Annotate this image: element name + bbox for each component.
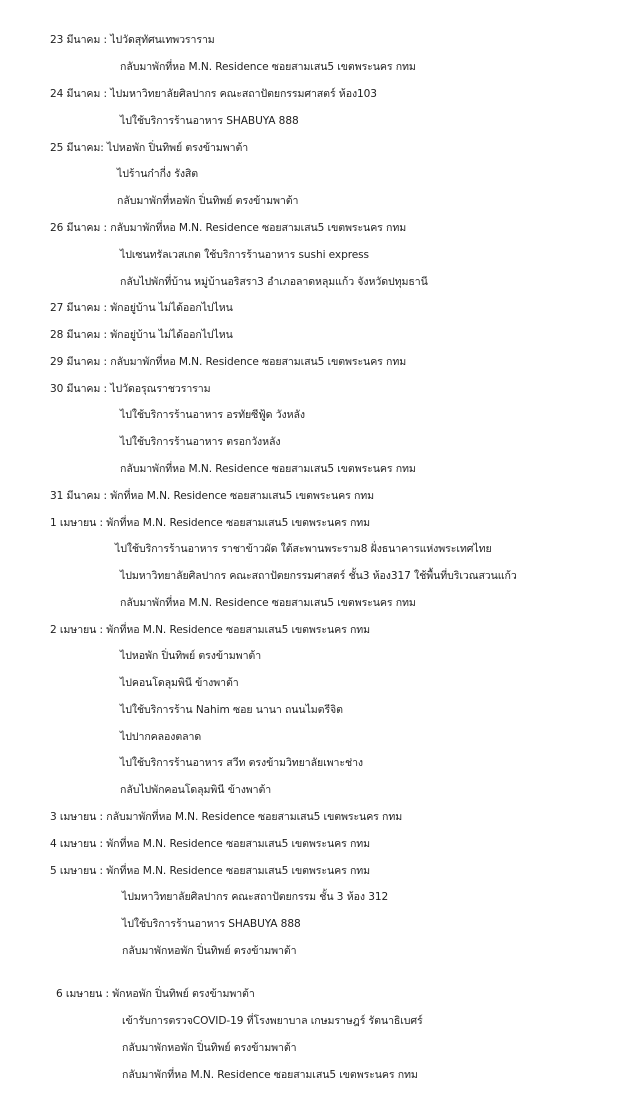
timeline-activity-line: ไปเซนทรัลเวสเกต ใช้บริการร้านอาหาร sushi express	[120, 249, 369, 261]
timeline-date-line: 29 มีนาคม : กลับมาพักที่หอ M.N. Residence ซอยสามเสน5 เขตพระนคร กทม	[50, 356, 407, 368]
timeline-date-line: 1 เมษายน : พักที่หอ M.N. Residence ซอยสามเสน5 เขตพระนคร กทม	[50, 517, 371, 529]
timeline-activity-line: กลับมาพักที่หอพัก ปิ่นทิพย์ ตรงข้ามพาต้า	[117, 195, 299, 207]
timeline-activity-line: ไปปากคลองตลาด	[120, 731, 202, 743]
timeline-activity-line: กลับมาพักที่หอ M.N. Residence ซอยสามเสน5 เขตพระนคร กทม	[122, 1069, 418, 1081]
timeline-date-line: 25 มีนาคม: ไปหอพัก ปิ่นทิพย์ ตรงข้ามพาต้า	[50, 142, 249, 154]
timeline-activity-line: ไปใช้บริการร้านอาหาร SHABUYA 888	[120, 115, 299, 127]
timeline-activity-line: กลับมาพักที่หอ M.N. Residence ซอยสามเสน5 เขตพระนคร กทม	[120, 597, 416, 609]
timeline-date-line: 23 มีนาคม : ไปวัดสุทัศนเทพวราราม	[50, 34, 215, 46]
timeline-activity-line: กลับมาพักหอพัก ปิ่นทิพย์ ตรงข้ามพาต้า	[122, 945, 297, 957]
timeline-date-line: 27 มีนาคม : พักอยู่บ้าน ไม่ได้ออกไปไหน	[50, 302, 233, 314]
timeline-activity-line: กลับมาพักที่หอ M.N. Residence ซอยสามเสน5 เขตพระนคร กทม	[120, 61, 416, 73]
timeline-activity-line: ไปใช้บริการร้านอาหาร ราชาข้าวผัด ใต้สะพานพระราม8 ฝั่งธนาคารแห่งพระเทศไทย	[115, 543, 492, 555]
timeline-date-line: 26 มีนาคม : กลับมาพักที่หอ M.N. Residence ซอยสามเสน5 เขตพระนคร กทม	[50, 222, 407, 234]
timeline-activity-line: ไปใช้บริการร้าน Nahim ซอย นานา ถนนไมตรีจิต	[120, 704, 343, 716]
timeline-activity-line: เข้ารับการตรวจCOVID-19 ที่โรงพยาบาล เกษมราษฎร์ รัตนาธิเบศร์	[122, 1015, 423, 1027]
timeline-date-line: 2 เมษายน : พักที่หอ M.N. Residence ซอยสามเสน5 เขตพระนคร กทม	[50, 624, 371, 636]
timeline-date-line: 24 มีนาคม : ไปมหาวิทยาลัยศิลปากร คณะสถาปัตยกรรมศาสตร์ ห้อง103	[50, 88, 377, 100]
timeline-date-line: 5 เมษายน : พักที่หอ M.N. Residence ซอยสามเสน5 เขตพระนคร กทม	[50, 865, 371, 877]
timeline-activity-line: ไปใช้บริการร้านอาหาร ตรอกวังหลัง	[120, 436, 281, 448]
timeline-activity-line: กลับมาพักที่หอ M.N. Residence ซอยสามเสน5 เขตพระนคร กทม	[120, 463, 416, 475]
timeline-date-line: 30 มีนาคม : ไปวัดอรุณราชวราราม	[50, 383, 211, 395]
timeline-date-line: 4 เมษายน : พักที่หอ M.N. Residence ซอยสามเสน5 เขตพระนคร กทม	[50, 838, 371, 850]
timeline-activity-line: ไปร้านก๋ากี่ง รังสิต	[117, 168, 199, 180]
timeline-activity-line: ไปใช้บริการร้านอาหาร SHABUYA 888	[122, 918, 301, 930]
timeline-activity-line: ไปหอพัก ปิ่นทิพย์ ตรงข้ามพาต้า	[120, 650, 262, 662]
timeline-date-line: 6 เมษายน : พักหอพัก ปิ่นทิพย์ ตรงข้ามพาต้า	[56, 988, 255, 1000]
timeline-activity-line: กลับไปพักที่บ้าน หมู่บ้านอริสรา3 อำเภอลาดหลุมแก้ว จังหวัดปทุมธานี	[120, 276, 428, 288]
timeline-activity-line: กลับมาพักหอพัก ปิ่นทิพย์ ตรงข้ามพาต้า	[122, 1042, 297, 1054]
timeline-activity-line: ไปคอนโดลุมพินี ข้างพาต้า	[120, 677, 239, 689]
timeline-activity-line: ไปใช้บริการร้านอาหาร สวีท ตรงข้ามวิทยาลัยเพาะช่าง	[120, 757, 363, 769]
timeline-date-line: 3 เมษายน : กลับมาพักที่หอ M.N. Residence ซอยสามเสน5 เขตพระนคร กทม	[50, 811, 403, 823]
timeline-activity-line: กลับไปพักคอนโดลุมพินี ข้างพาต้า	[120, 784, 272, 796]
timeline-activity-line: ไปมหาวิทยาลัยศิลปากร คณะสถาปัตยกรรมศาสตร์ ชั้น3 ห้อง317 ใช้พื้นที่บริเวณสวนแก้ว	[120, 570, 517, 582]
timeline-activity-line: ไปใช้บริการร้านอาหาร อรทัยซีฟู้ด วังหลัง	[120, 409, 305, 421]
timeline-activity-line: ไปมหาวิทยาลัยศิลปากร คณะสถาปัตยกรรม ชั้น 3 ห้อง 312	[122, 891, 389, 903]
timeline-date-line: 31 มีนาคม : พักที่หอ M.N. Residence ซอยสามเสน5 เขตพระนคร กทม	[50, 490, 375, 502]
timeline-date-line: 28 มีนาคม : พักอยู่บ้าน ไม่ได้ออกไปไหน	[50, 329, 233, 341]
